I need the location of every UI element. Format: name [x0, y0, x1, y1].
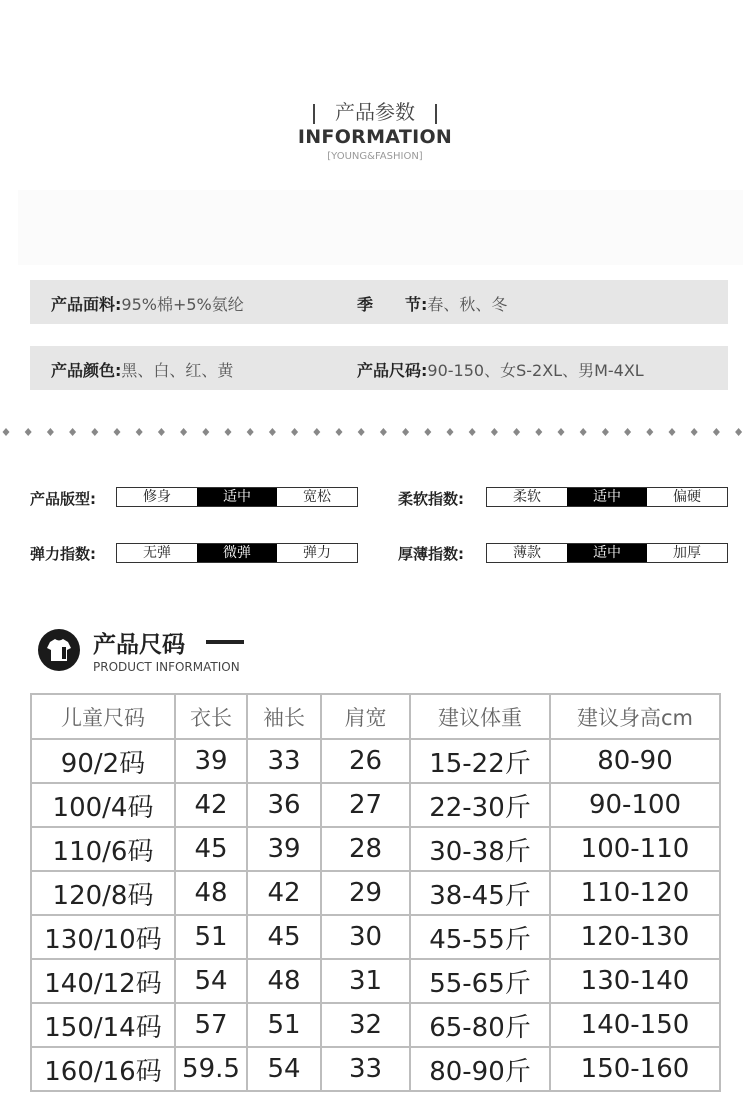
table-cell: 100/4码 — [31, 783, 175, 827]
table-header-row — [31, 694, 720, 739]
divider-dot — [25, 428, 32, 436]
softness-option: 适中 — [567, 488, 647, 506]
title-underline — [206, 640, 244, 644]
diamond-dot-divider — [0, 425, 750, 439]
fabric-label: 产品面料: — [51, 295, 122, 314]
table-cell: 54 — [247, 1047, 321, 1091]
table-row — [31, 1003, 720, 1047]
size-range-label: 产品尺码: — [357, 361, 428, 380]
header-sleeve: 袖长 — [247, 694, 321, 739]
divider-dot — [3, 428, 10, 436]
divider-dot — [247, 428, 254, 436]
size-section-title: 产品尺码 — [93, 632, 185, 658]
title-cn-text: 产品参数 — [335, 100, 415, 124]
season-value: 春、秋、冬 — [427, 295, 508, 314]
table-row — [31, 915, 720, 959]
title-divider — [313, 104, 315, 124]
divider-dot — [713, 428, 720, 436]
divider-dot — [313, 428, 320, 436]
table-cell: 110/6码 — [31, 827, 175, 871]
divider-dot — [424, 428, 431, 436]
fit-scale — [116, 487, 358, 507]
table-cell: 55-65斤 — [410, 959, 550, 1003]
table-cell: 45 — [247, 915, 321, 959]
size-section-subtitle: PRODUCT INFORMATION — [93, 660, 240, 674]
elasticity-option: 微弹 — [197, 544, 277, 562]
divider-dot — [114, 428, 121, 436]
softness-scale — [486, 487, 728, 507]
divider-dot — [602, 428, 609, 436]
elasticity-option: 弹力 — [303, 545, 331, 561]
table-cell: 22-30斤 — [410, 783, 550, 827]
table-row — [31, 739, 720, 783]
table-cell: 51 — [247, 1003, 321, 1047]
divider-dot — [469, 428, 476, 436]
table-cell: 150/14码 — [31, 1003, 175, 1047]
divider-dot — [691, 428, 698, 436]
divider-dot — [646, 428, 653, 436]
divider-dot — [491, 428, 498, 436]
size-range-value: 90-150、女S-2XL、男M-4XL — [427, 361, 644, 380]
color-label: 产品颜色: — [51, 361, 122, 380]
divider-dot — [91, 428, 98, 436]
tshirt-icon — [37, 628, 81, 672]
divider-dot — [158, 428, 165, 436]
divider-dot — [624, 428, 631, 436]
divider-dot — [136, 428, 143, 436]
table-cell: 80-90 — [550, 739, 720, 783]
table-cell: 140/12码 — [31, 959, 175, 1003]
header-weight: 建议体重 — [410, 694, 550, 739]
fabric-info — [51, 292, 244, 315]
table-cell: 26 — [321, 739, 410, 783]
thickness-label: 厚薄指数: — [398, 545, 464, 563]
color-info — [51, 358, 233, 381]
table-row — [31, 783, 720, 827]
table-cell: 29 — [321, 871, 410, 915]
table-cell: 39 — [247, 827, 321, 871]
elasticity-option: 无弹 — [143, 545, 171, 561]
info-row-2 — [30, 346, 728, 390]
elasticity-scale — [116, 543, 358, 563]
divider-dot — [513, 428, 520, 436]
header-size: 儿童尺码 — [31, 694, 175, 739]
size-range-info — [357, 358, 644, 381]
table-cell: 42 — [175, 783, 247, 827]
section-subtitle: [YOUNG&FASHION] — [327, 151, 423, 162]
section-title-cn — [0, 96, 750, 125]
table-cell: 31 — [321, 959, 410, 1003]
divider-dot — [358, 428, 365, 436]
color-value: 黑、白、红、黄 — [121, 361, 234, 380]
table-cell: 39 — [175, 739, 247, 783]
divider-dot — [225, 428, 232, 436]
thickness-option: 加厚 — [673, 545, 701, 561]
divider-dot — [558, 428, 565, 436]
header-shoulder: 肩宽 — [321, 694, 410, 739]
table-cell: 120-130 — [550, 915, 720, 959]
season-info — [357, 292, 507, 315]
divider-dot — [669, 428, 676, 436]
divider-dot — [180, 428, 187, 436]
table-cell: 90/2码 — [31, 739, 175, 783]
divider-dot — [735, 428, 742, 436]
table-cell: 27 — [321, 783, 410, 827]
fabric-value: 95%棉+5%氨纶 — [121, 295, 244, 314]
table-row — [31, 871, 720, 915]
softness-label: 柔软指数: — [398, 490, 464, 508]
table-cell: 38-45斤 — [410, 871, 550, 915]
divider-dot — [69, 428, 76, 436]
header-length: 衣长 — [175, 694, 247, 739]
table-cell: 57 — [175, 1003, 247, 1047]
fit-option: 适中 — [197, 488, 277, 506]
table-cell: 65-80斤 — [410, 1003, 550, 1047]
table-cell: 32 — [321, 1003, 410, 1047]
table-cell: 15-22斤 — [410, 739, 550, 783]
divider-dot — [202, 428, 209, 436]
divider-dot — [336, 428, 343, 436]
divider-dot — [269, 428, 276, 436]
table-cell: 140-150 — [550, 1003, 720, 1047]
elasticity-label: 弹力指数: — [30, 545, 96, 563]
table-cell: 33 — [247, 739, 321, 783]
section-title-en: INFORMATION — [297, 126, 453, 148]
table-cell: 30 — [321, 915, 410, 959]
size-chart-table — [30, 693, 721, 1092]
divider-dot — [535, 428, 542, 436]
table-cell: 48 — [247, 959, 321, 1003]
table-row — [31, 827, 720, 871]
softness-option: 柔软 — [513, 489, 541, 505]
table-cell: 150-160 — [550, 1047, 720, 1091]
table-row — [31, 1047, 720, 1091]
faded-banner — [18, 190, 743, 265]
table-cell: 160/16码 — [31, 1047, 175, 1091]
table-cell: 36 — [247, 783, 321, 827]
table-cell: 90-100 — [550, 783, 720, 827]
thickness-scale — [486, 543, 728, 563]
divider-dot — [291, 428, 298, 436]
table-cell: 45 — [175, 827, 247, 871]
divider-dot — [580, 428, 587, 436]
table-cell: 28 — [321, 827, 410, 871]
header-height: 建议身高cm — [550, 694, 720, 739]
table-cell: 48 — [175, 871, 247, 915]
info-row-1 — [30, 280, 728, 324]
table-cell: 130-140 — [550, 959, 720, 1003]
divider-dot — [447, 428, 454, 436]
table-cell: 30-38斤 — [410, 827, 550, 871]
fit-option: 宽松 — [303, 489, 331, 505]
table-cell: 130/10码 — [31, 915, 175, 959]
season-label: 季 节: — [357, 295, 428, 314]
table-cell: 100-110 — [550, 827, 720, 871]
divider-dot — [47, 428, 54, 436]
table-cell: 59.5 — [175, 1047, 247, 1091]
table-cell: 45-55斤 — [410, 915, 550, 959]
thickness-option: 适中 — [567, 544, 647, 562]
table-cell: 33 — [321, 1047, 410, 1091]
title-divider — [435, 104, 437, 124]
table-cell: 54 — [175, 959, 247, 1003]
divider-dot — [402, 428, 409, 436]
table-row — [31, 959, 720, 1003]
table-cell: 80-90斤 — [410, 1047, 550, 1091]
thickness-option: 薄款 — [513, 545, 541, 561]
table-cell: 110-120 — [550, 871, 720, 915]
table-cell: 120/8码 — [31, 871, 175, 915]
softness-option: 偏硬 — [673, 489, 701, 505]
fit-option: 修身 — [143, 489, 171, 505]
fit-label: 产品版型: — [30, 490, 96, 508]
table-cell: 42 — [247, 871, 321, 915]
divider-dot — [380, 428, 387, 436]
table-cell: 51 — [175, 915, 247, 959]
